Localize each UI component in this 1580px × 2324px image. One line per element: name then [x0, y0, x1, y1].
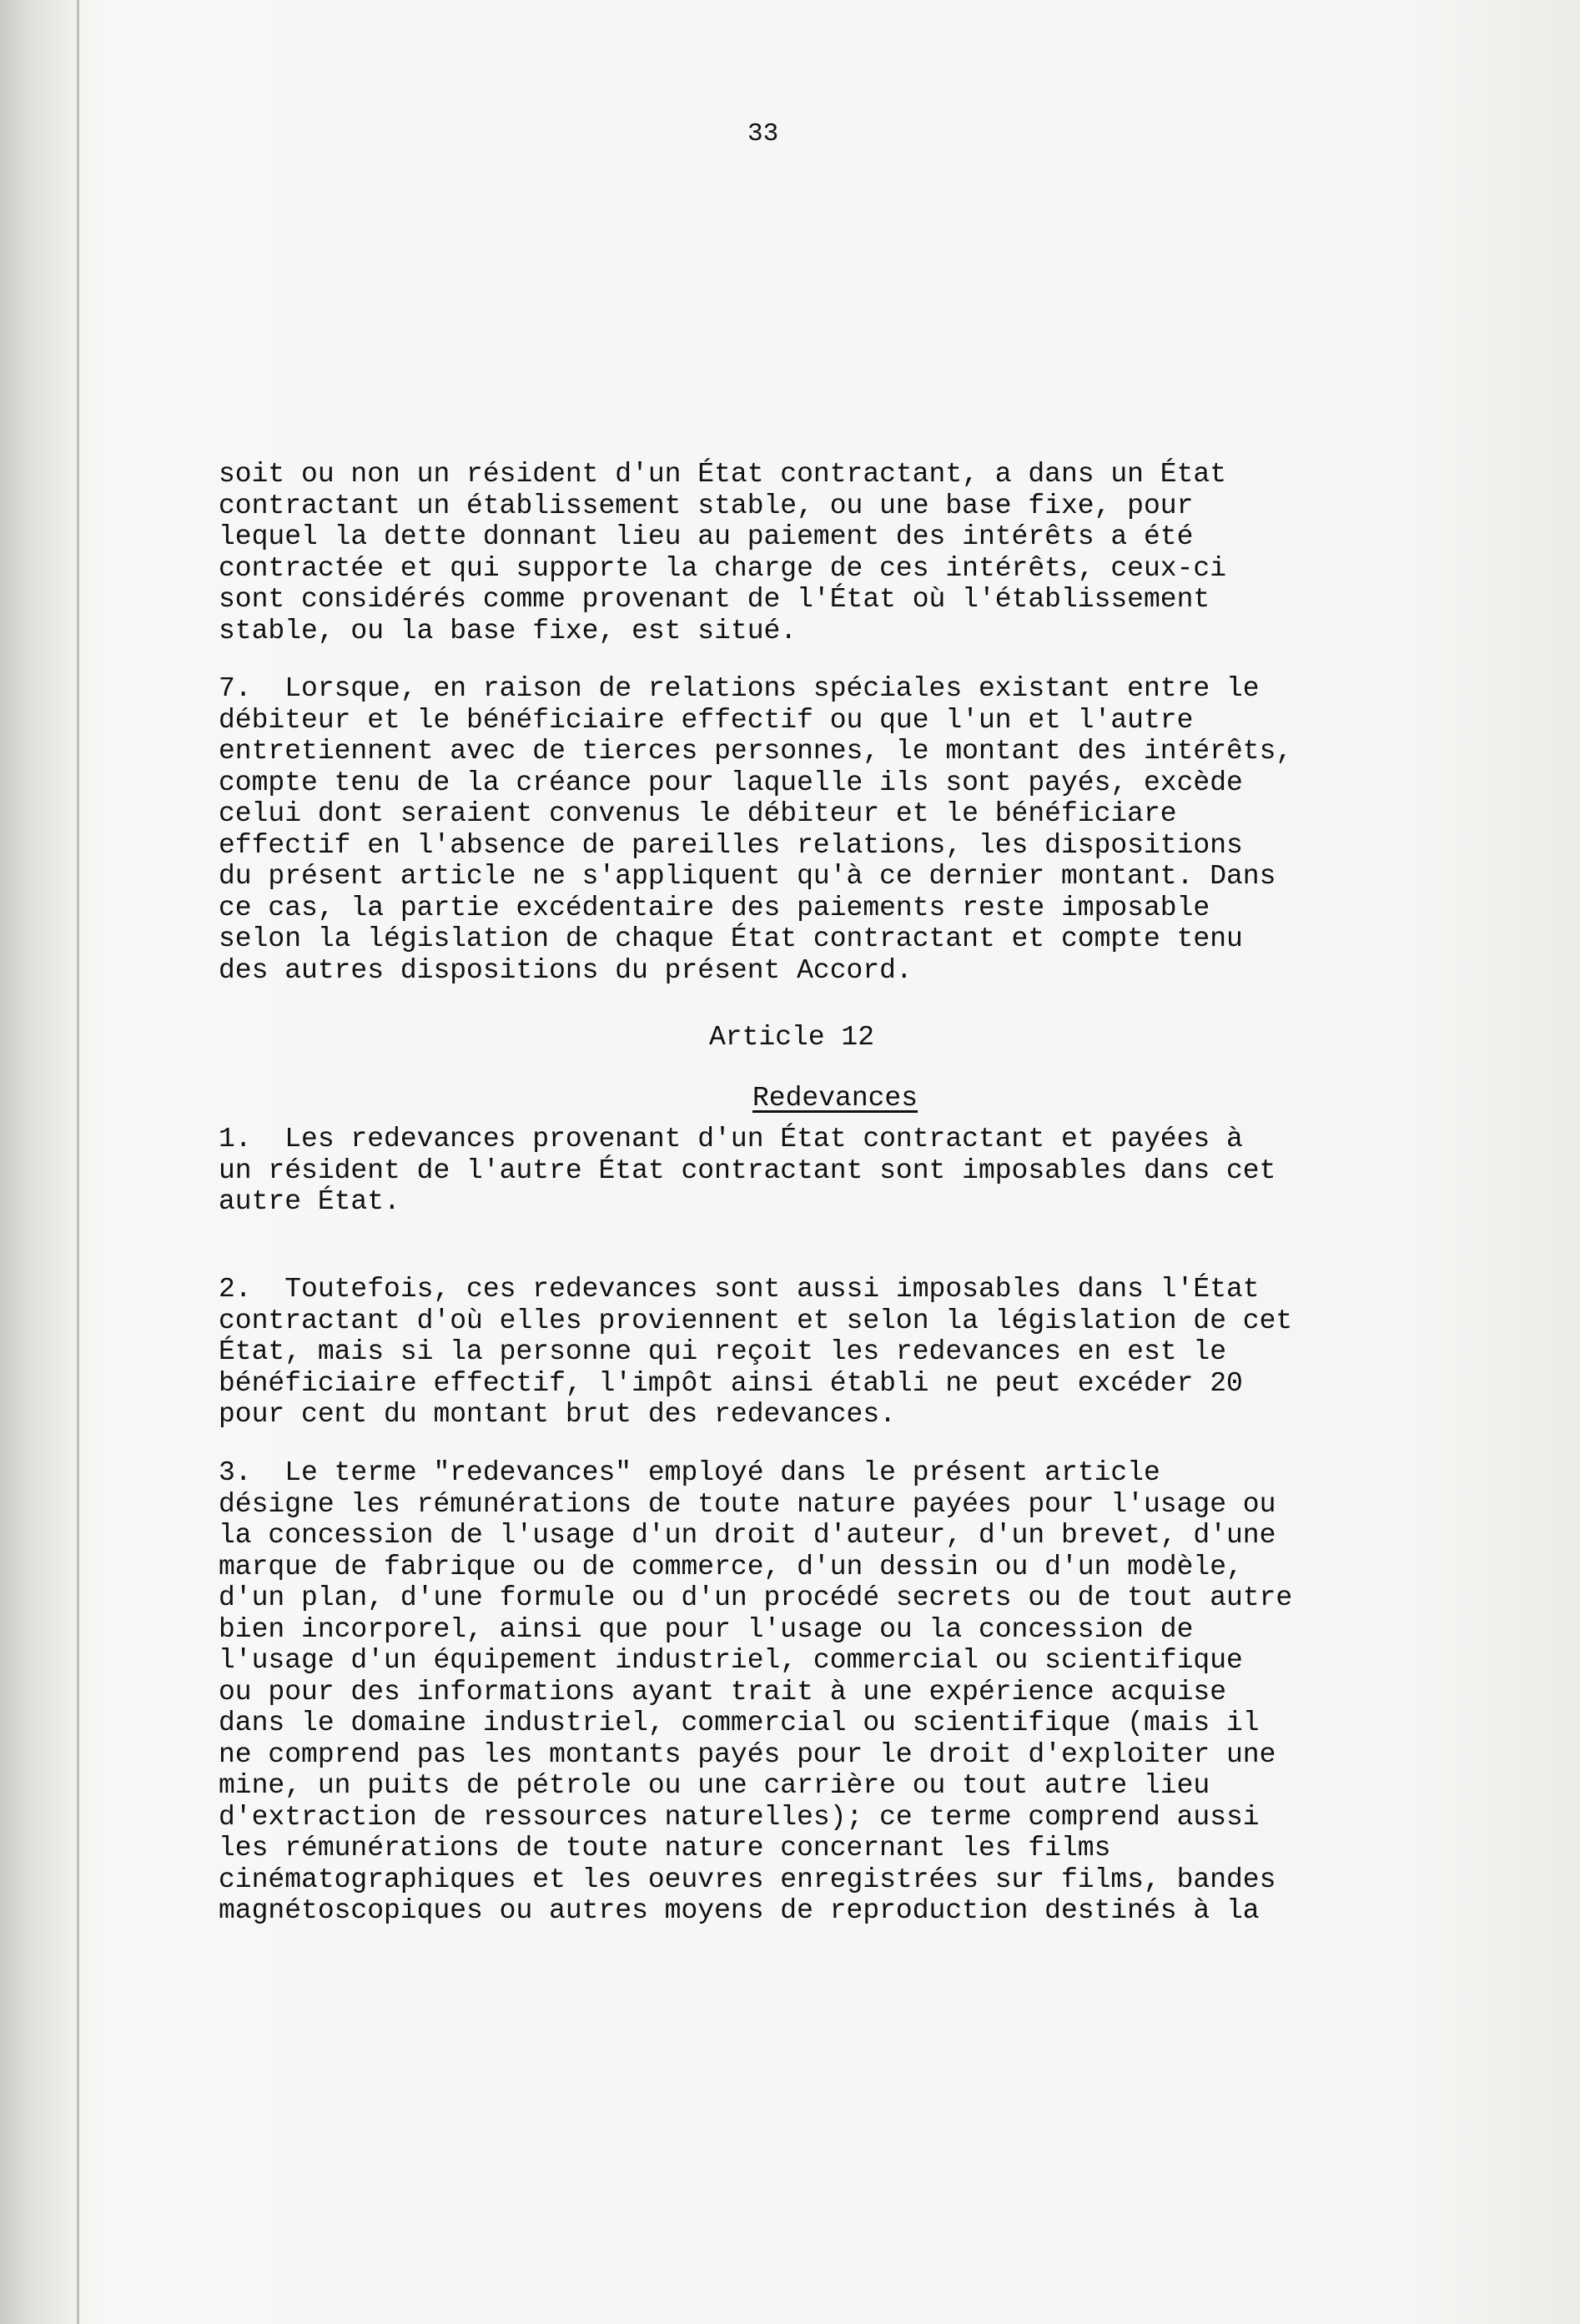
paragraph-7: 7. Lorsque, en raison de relations spéciales existant entre le débiteur et le bénéficiaire effectif ou que l'un et l'autre entretiennent avec de tierces personnes, le montant des intérêts, compte tenu de la créance pour laquelle ils sont payés, excède celui dont seraient convenus le débiteur et le bénéficiare effectif en l'absence de pareilles relations, les dispositions du présent article ne s'appliquent qu'à ce dernier montant. Dans ce cas, la partie excédentaire des paiements reste imposable selon la législation de chaque État contractant et compte tenu des autres dispositions du présent Accord.: [219, 673, 1293, 986]
paragraph-1: 1. Les redevances provenant d'un État contractant et payées à un résident de l'autre État contractant sont imposables dans cet autre État.: [219, 1124, 1276, 1217]
binding-line: [77, 0, 79, 2324]
paragraph-2: 2. Toutefois, ces redevances sont aussi imposables dans l'État contractant d'où elles proviennent et selon la législation de cet État, mais si la personne qui reçoit les redevances en est le bénéficiaire effectif, l'impôt ainsi établi ne peut excéder 20 pour cent du montant brut des redevances.: [219, 1274, 1293, 1430]
paragraph-3: 3. Le terme "redevances" employé dans le présent article désigne les rémunérations de toute nature payées pour l'usage ou la concession de l'usage d'un droit d'auteur, d'un brevet, d'une marque de fabrique ou de commerce, d'un dessin ou d'un modèle, d'un plan, d'une formule ou d'un procédé secrets ou de tout autre bien incorporel, ainsi que pour l'usage ou la concession de l'usage d'un équipement industriel, commercial ou scientifique ou pour des informations ayant trait à une expérience acquise dans le domaine industriel, commercial ou scientifique (mais il ne comprend pas les montants payés pour le droit d'exploiter une mine, un puits de pétrole ou une carrière ou tout autre lieu d'extraction de ressources naturelles); ce terme comprend aussi les rémunérations de toute nature concernant les films cinématographiques et les oeuvres enregistrées sur films, bandes magnétoscopiques ou autres moyens de reproduction destinés à la: [219, 1457, 1293, 1926]
paragraph-6-continued: soit ou non un résident d'un État contractant, a dans un État contractant un établissement stable, ou une base fixe, pour lequel la dette donnant lieu au paiement des intérêts a été contractée et qui supporte la charge de ces intérêts, ceux-ci sont considérés comme provenant de l'État où l'établissement stable, ou la base fixe, est situé.: [219, 459, 1226, 646]
article-title: Article 12: [709, 1022, 875, 1053]
binding-shadow: [0, 0, 78, 2324]
article-heading: Redevances: [752, 1083, 918, 1114]
page-number: 33: [747, 119, 779, 148]
